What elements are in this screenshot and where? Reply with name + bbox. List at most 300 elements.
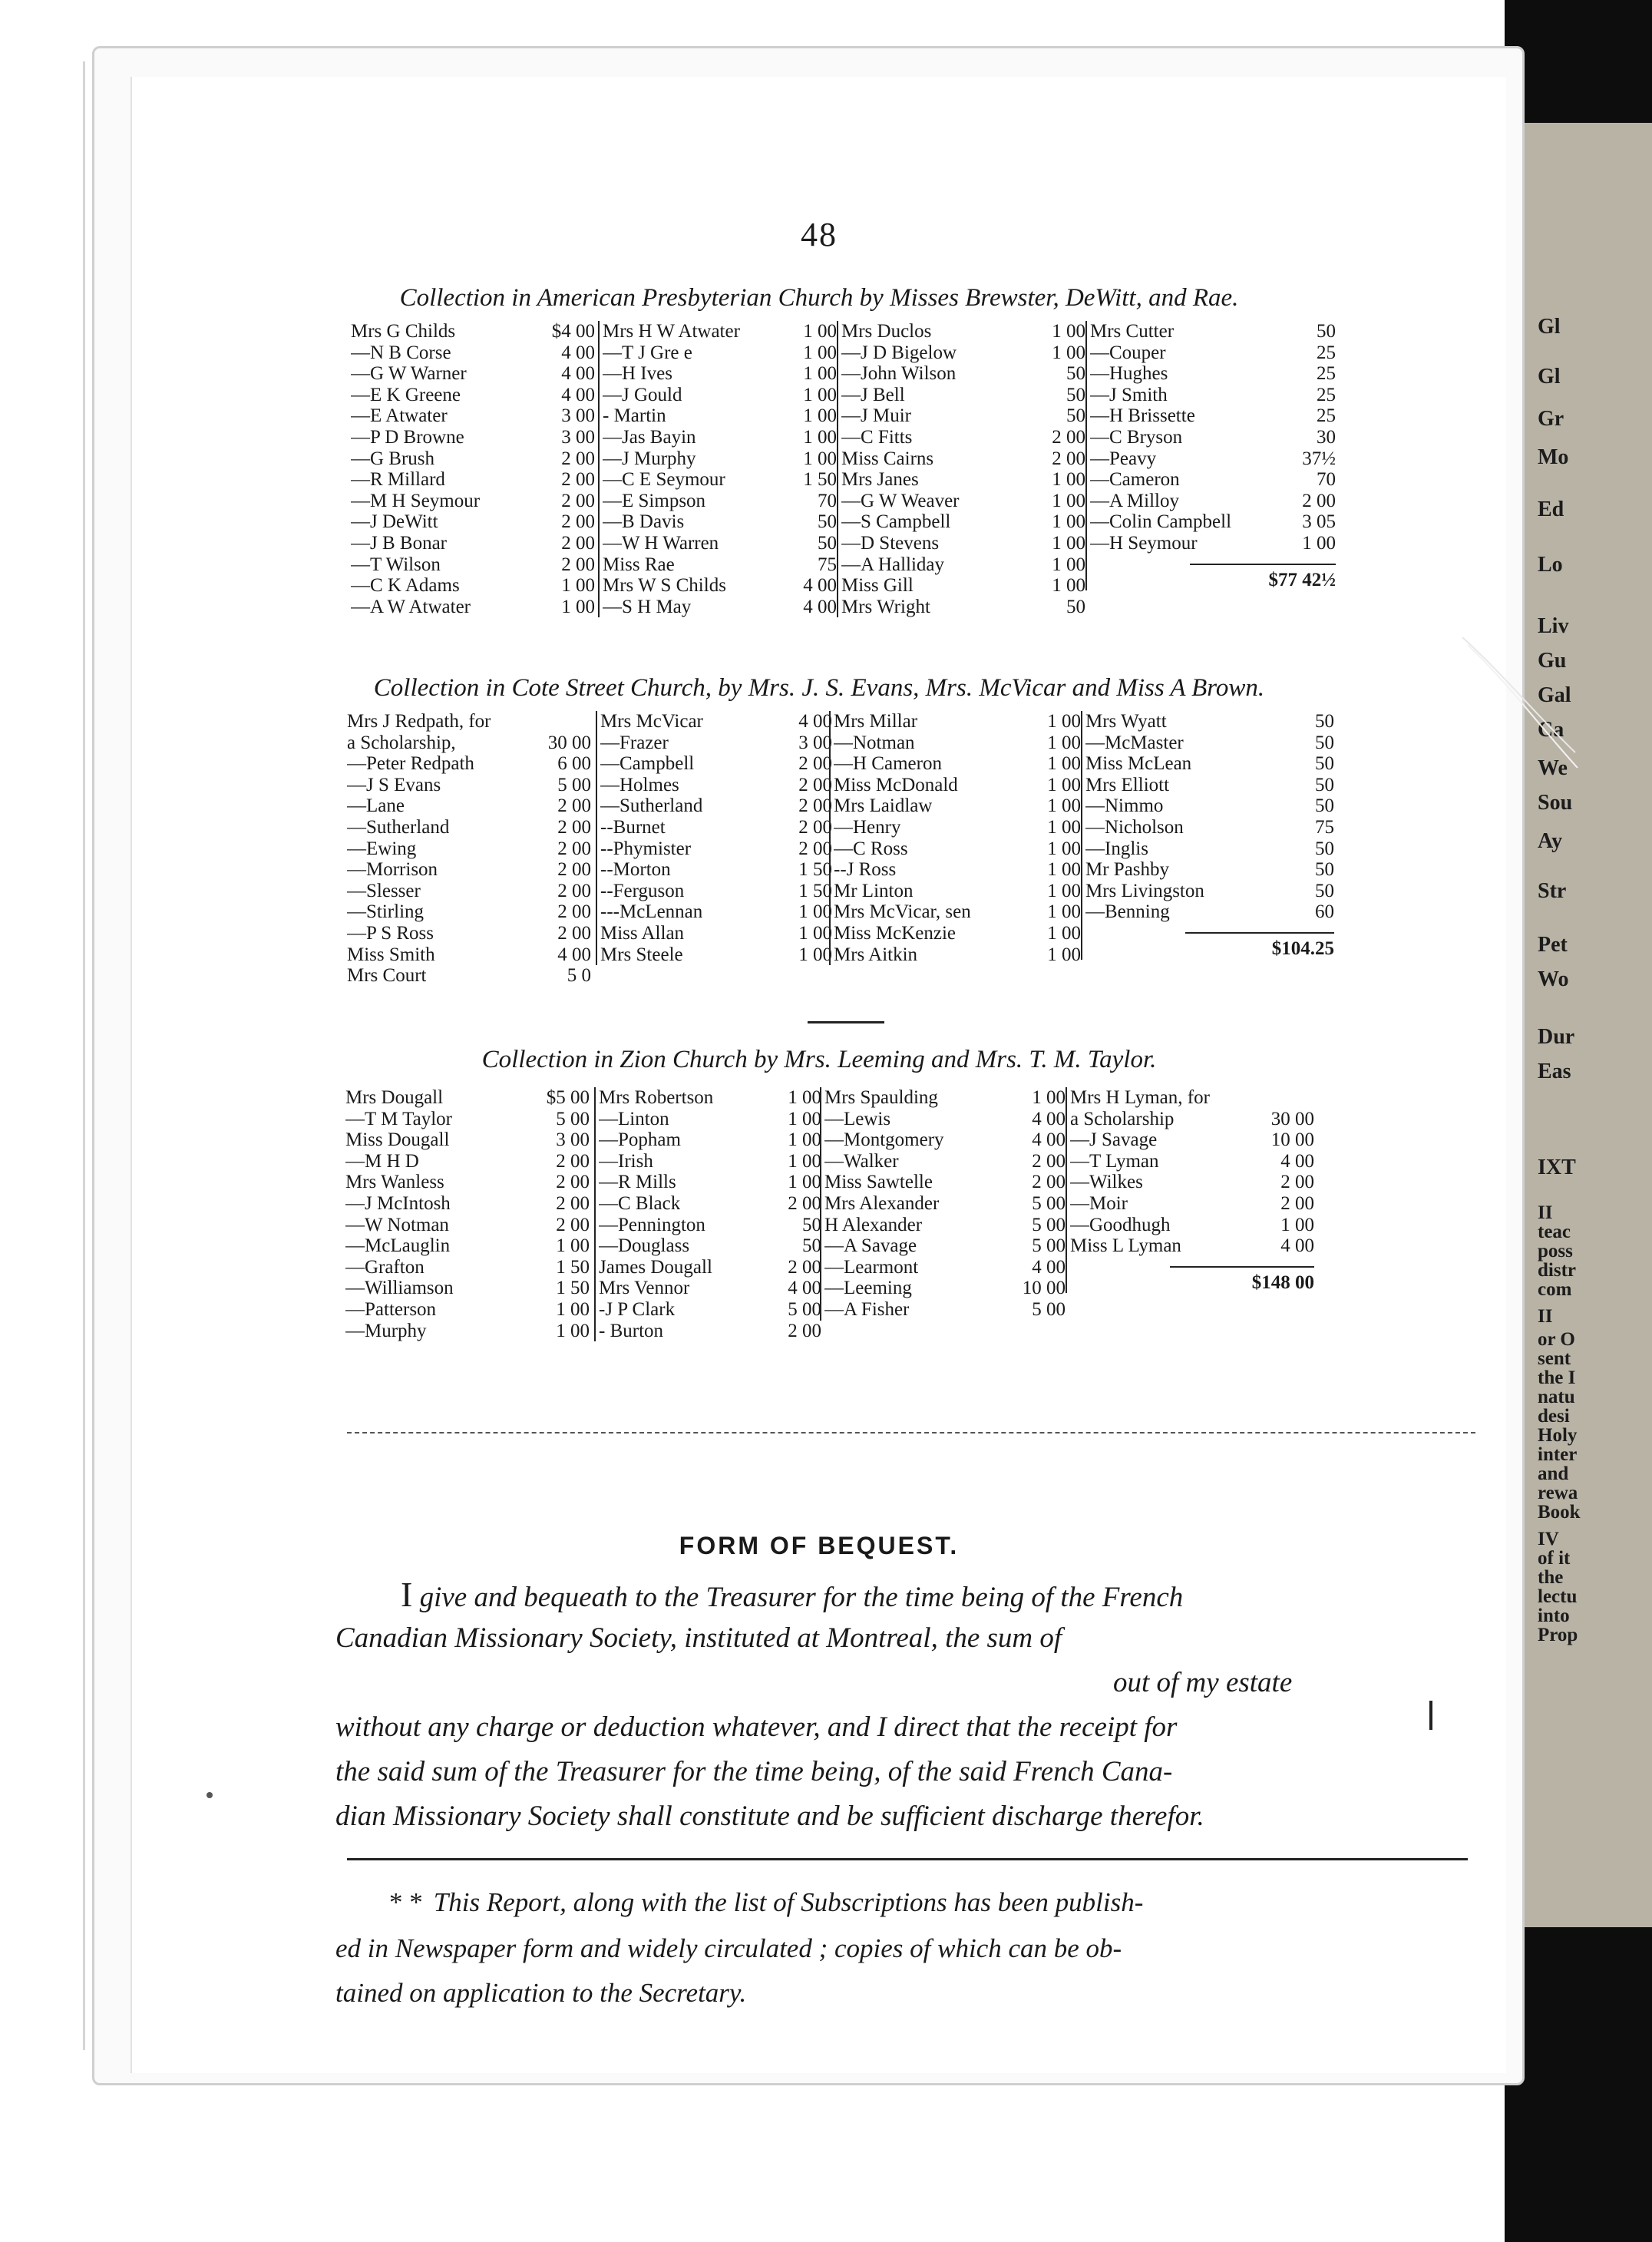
- donation-entry: [347, 775, 591, 796]
- donor-name: —Jas Bayin: [603, 426, 696, 448]
- donation-amount: 1 00: [1047, 901, 1081, 923]
- donation-entry: [834, 901, 1081, 923]
- donation-entry: [824, 1129, 1066, 1151]
- donor-name: --Phymister: [600, 838, 692, 859]
- donation-amount: 1 00: [798, 944, 832, 965]
- donor-name: —Nimmo: [1085, 795, 1164, 817]
- donation-amount: 2 00: [1280, 1172, 1314, 1193]
- donation-amount: 4 00: [1032, 1256, 1066, 1278]
- donation-entry: [1090, 427, 1336, 448]
- donation-entry: [834, 775, 1081, 796]
- donation-amount: 1 00: [803, 448, 837, 469]
- donor-name: —E Simpson: [603, 490, 706, 511]
- adjacent-page-text: Ed: [1538, 498, 1564, 521]
- donation-entry: [841, 363, 1085, 385]
- adjacent-page-text: II: [1538, 1306, 1553, 1327]
- donation-entry: [599, 1299, 821, 1321]
- donor-name: Miss Rae: [603, 554, 675, 575]
- donor-name: --Ferguson: [600, 880, 685, 901]
- donation-entry: [347, 901, 591, 923]
- donation-entry: [351, 469, 595, 491]
- donation-amount: 2 00: [556, 1192, 590, 1214]
- donor-name: —J S Evans: [347, 774, 441, 795]
- donation-amount: 1 00: [1052, 554, 1085, 575]
- donation-entry: [824, 1235, 1066, 1257]
- donation-amount: 50: [1066, 405, 1085, 427]
- donation-amount: 50: [818, 511, 837, 533]
- donation-amount: 50: [1315, 838, 1334, 859]
- donor-name: Mrs Wyatt: [1085, 711, 1167, 732]
- donation-entry: [1090, 448, 1336, 470]
- donation-amount: 50: [1315, 711, 1334, 732]
- donation-entry: [1090, 511, 1336, 533]
- donation-amount: 1 00: [1047, 838, 1081, 859]
- donation-entry: [1085, 838, 1334, 860]
- donor-name: —E K Greene: [351, 384, 461, 405]
- donation-entry: [351, 405, 595, 427]
- donation-amount: 2 00: [561, 448, 595, 469]
- donation-entry: [841, 342, 1085, 364]
- donor-name: —R Millard: [351, 469, 445, 491]
- donation-amount: 1 00: [788, 1150, 821, 1172]
- adjacent-page-text: We: [1538, 756, 1568, 780]
- adjacent-page-text: Gu: [1538, 649, 1567, 673]
- dashed-separator: [347, 1432, 1475, 1433]
- donation-entry: [841, 597, 1085, 618]
- donation-entry: [351, 385, 595, 406]
- donation-entry: [345, 1109, 590, 1130]
- donation-amount: 2 00: [1032, 1172, 1066, 1193]
- donation-entry: [824, 1278, 1066, 1299]
- donation-entry: [824, 1172, 1066, 1193]
- donation-amount: 1 50: [798, 859, 832, 881]
- donation-amount: 25: [1317, 384, 1336, 405]
- donation-entry: [600, 795, 832, 817]
- donation-entry: [841, 405, 1085, 427]
- donation-amount: 1 00: [798, 922, 832, 944]
- donation-entry: [603, 363, 837, 385]
- donor-name: —H Seymour: [1090, 532, 1198, 554]
- donation-entry: [600, 923, 832, 944]
- donation-entry: [603, 321, 837, 342]
- donor-name: —W Notman: [345, 1214, 449, 1235]
- donation-amount: 2 00: [1052, 426, 1085, 448]
- donation-amount: 50: [1066, 384, 1085, 405]
- donation-entry: [599, 1235, 821, 1257]
- donation-entry: [351, 363, 595, 385]
- donation-amount: 5 00: [1032, 1192, 1066, 1214]
- donation-entry: [345, 1087, 590, 1109]
- adjacent-page-text: Eas: [1538, 1060, 1571, 1083]
- donation-entry: [603, 342, 837, 364]
- donor-name: Mrs G Childs: [351, 321, 456, 342]
- donation-entry: [1070, 1109, 1314, 1130]
- adjacent-page-text: sent: [1538, 1348, 1571, 1369]
- donation-amount: 1 00: [556, 1298, 590, 1320]
- donation-amount: 1 00: [556, 1235, 590, 1257]
- donor-name: —Patterson: [345, 1298, 437, 1320]
- donation-amount: 3 00: [798, 732, 832, 753]
- donor-name: Mrs Robertson: [599, 1087, 714, 1108]
- donation-entry: [841, 321, 1085, 342]
- donation-amount: 10 00: [1270, 1129, 1314, 1151]
- donation-entry: [824, 1109, 1066, 1130]
- donation-entry: [345, 1151, 590, 1172]
- donor-name: —J B Bonar: [351, 532, 447, 554]
- donor-name: —M H Seymour: [351, 490, 481, 511]
- adjacent-page-text: Lo: [1538, 553, 1563, 577]
- donor-name: Mrs Cutter: [1090, 321, 1175, 342]
- donation-entry: [600, 838, 832, 860]
- adjacent-page-text: Gl: [1538, 365, 1561, 389]
- donation-entry: [824, 1257, 1066, 1278]
- donation-entry: [347, 795, 591, 817]
- donor-name: —B Davis: [603, 511, 685, 533]
- donation-amount: 30: [1317, 426, 1336, 448]
- donor-name: —G Brush: [351, 448, 435, 469]
- adjacent-page-text: or O: [1538, 1329, 1575, 1350]
- donor-name: --Burnet: [600, 816, 666, 838]
- donation-entry: [600, 944, 832, 966]
- donation-amount: 2 00: [556, 1172, 590, 1193]
- donation-entry: [599, 1151, 821, 1172]
- donor-name: —Leeming: [824, 1278, 912, 1299]
- donor-name: Mrs Court: [347, 965, 427, 987]
- donor-name: —G W Warner: [351, 363, 467, 385]
- donation-entry: [347, 881, 591, 902]
- donation-entry: [347, 711, 591, 732]
- donor-name: Miss McLean: [1085, 753, 1192, 775]
- footnote-line-3: tained on application to the Secretary.: [335, 1978, 747, 2008]
- donation-amount: 2 00: [1302, 490, 1336, 511]
- bequest-heading: FORM OF BEQUEST.: [679, 1532, 960, 1559]
- donation-amount: 4 00: [561, 363, 595, 385]
- donation-entry: [351, 533, 595, 554]
- donor-name: —N B Corse: [351, 342, 451, 363]
- donor-name: —Ewing: [347, 838, 417, 859]
- section-title-zion-church: Collection in Zion Church by Mrs. Leeming and Mrs. T. M. Taylor.: [481, 1046, 1157, 1073]
- bequest-drop-cap: I: [401, 1575, 413, 1614]
- adjacent-page-text: Mo: [1538, 445, 1569, 469]
- bequest-line-4: without any charge or deduction whatever, and I direct that the receipt for: [335, 1711, 1178, 1743]
- donor-name: Mrs H W Atwater: [603, 321, 740, 342]
- donation-entry: [1085, 795, 1334, 817]
- donor-name: —M H D: [345, 1150, 419, 1172]
- donor-name: —Campbell: [600, 753, 695, 775]
- donation-amount: 5 00: [557, 774, 591, 795]
- donation-entry: [600, 881, 832, 902]
- donor-name: Mrs H Lyman, for: [1070, 1087, 1210, 1108]
- donation-entry: [345, 1172, 590, 1193]
- donation-entry: [834, 859, 1081, 881]
- donor-name: —W H Warren: [603, 532, 719, 554]
- donation-entry: [1070, 1087, 1314, 1109]
- donation-amount: 4 00: [557, 944, 591, 965]
- donation-entry: [345, 1299, 590, 1321]
- donation-entry: [1085, 817, 1334, 838]
- donation-entry: [603, 385, 837, 406]
- adjacent-page-text: Liv: [1538, 614, 1569, 638]
- donation-entry: [834, 795, 1081, 817]
- donor-name: —Stirling: [347, 901, 425, 923]
- donation-amount: 30 00: [1270, 1108, 1314, 1129]
- donation-amount: 4 00: [803, 575, 837, 597]
- adjacent-page-text: lectu: [1538, 1586, 1578, 1607]
- total-rule: [1185, 932, 1334, 938]
- donation-amount: 1 00: [788, 1172, 821, 1193]
- donor-name: —Henry: [834, 816, 901, 838]
- donor-name: —Walker: [824, 1150, 899, 1172]
- donor-name: —P D Browne: [351, 426, 464, 448]
- donation-entry: [1070, 1151, 1314, 1172]
- donation-amount: 1 00: [1047, 774, 1081, 795]
- donation-amount: 1 00: [788, 1108, 821, 1129]
- donor-name: Mrs McVicar, sen: [834, 901, 971, 923]
- donation-amount: 50: [1066, 363, 1085, 385]
- donation-entry: [603, 554, 837, 576]
- donation-amount: 50: [1315, 880, 1334, 901]
- donor-name: Miss McDonald: [834, 774, 958, 795]
- donor-name: —Sutherland: [600, 795, 703, 817]
- footnote-line-1: * * This Report, along with the list of Subscriptions has been publish-: [389, 1887, 1144, 1917]
- donation-amount: 50: [1066, 596, 1085, 617]
- donation-entry: [599, 1172, 821, 1193]
- donation-amount: 4 00: [803, 596, 837, 617]
- donation-amount: 1 00: [1052, 575, 1085, 597]
- donation-amount: [1264, 1087, 1314, 1109]
- donation-amount: 2 00: [788, 1192, 821, 1214]
- donor-name: —Slesser: [347, 880, 421, 901]
- adjacent-page-text: Ca: [1538, 718, 1564, 742]
- donation-amount: 2 00: [561, 511, 595, 533]
- donation-amount: 4 00: [1032, 1129, 1066, 1151]
- adjacent-page-text: poss: [1538, 1241, 1573, 1262]
- donation-entry: [351, 427, 595, 448]
- adjacent-page-text: Gal: [1538, 683, 1571, 707]
- donor-name: —C E Seymour: [603, 469, 725, 491]
- adjacent-page-text: Holy: [1538, 1425, 1578, 1446]
- donation-amount: 5 00: [556, 1108, 590, 1129]
- donation-entry: [834, 881, 1081, 902]
- donor-name: Miss Smith: [347, 944, 435, 965]
- donation-amount: 4 00: [1280, 1235, 1314, 1257]
- donation-entry: [599, 1087, 821, 1109]
- donor-column: [351, 321, 595, 617]
- donation-amount: 4 00: [561, 384, 595, 405]
- donation-entry: [351, 511, 595, 533]
- donor-column: [345, 1087, 590, 1341]
- adjacent-page-text: and: [1538, 1463, 1569, 1484]
- donor-column: [829, 711, 1081, 965]
- footnote-asterisks: * *: [389, 1887, 423, 1917]
- donation-amount: 1 00: [1052, 511, 1085, 533]
- donation-amount: 1 00: [556, 1320, 590, 1341]
- donor-name: —A W Atwater: [351, 596, 471, 617]
- donor-name: -J P Clark: [599, 1298, 676, 1320]
- donation-entry: [351, 448, 595, 470]
- adjacent-page-text: desi: [1538, 1406, 1570, 1427]
- donation-entry: [824, 1151, 1066, 1172]
- donation-amount: 30 00: [547, 732, 591, 753]
- donor-name: —Williamson: [345, 1278, 454, 1299]
- donation-amount: 1 50: [803, 469, 837, 491]
- donor-name: —Hughes: [1090, 363, 1168, 385]
- adjacent-page-text: the I: [1538, 1367, 1576, 1388]
- donation-entry: [347, 817, 591, 838]
- donation-entry: [603, 575, 837, 597]
- donation-amount: 1 00: [1032, 1087, 1066, 1108]
- donor-name: Mrs Steele: [600, 944, 683, 965]
- adjacent-page-text: II: [1538, 1202, 1553, 1223]
- donation-entry: [841, 448, 1085, 470]
- donor-name: —Cameron: [1090, 469, 1180, 491]
- donation-amount: $4 00: [551, 321, 595, 342]
- donor-name: H Alexander: [824, 1214, 923, 1235]
- donation-entry: [824, 1087, 1066, 1109]
- donation-entry: [824, 1299, 1066, 1321]
- donation-entry: [600, 775, 832, 796]
- donation-amount: 4 00: [798, 711, 832, 732]
- donor-name: —C Bryson: [1090, 426, 1183, 448]
- donor-name: —Popham: [599, 1129, 681, 1151]
- donation-entry: [599, 1257, 821, 1278]
- donation-amount: 1 50: [556, 1278, 590, 1299]
- donation-entry: [345, 1129, 590, 1151]
- donation-amount: 4 00: [1032, 1108, 1066, 1129]
- donation-amount: 1 00: [1047, 880, 1081, 901]
- donation-amount: 1 00: [1047, 732, 1081, 753]
- donation-amount: 1 00: [788, 1087, 821, 1108]
- donor-name: —H Ives: [603, 363, 672, 385]
- donation-amount: 2 00: [561, 490, 595, 511]
- donor-name: —A Savage: [824, 1235, 917, 1257]
- donation-amount: 4 00: [1280, 1150, 1314, 1172]
- donation-amount: 6 00: [557, 753, 591, 775]
- donation-entry: [1070, 1215, 1314, 1236]
- donor-name: —S Campbell: [841, 511, 951, 533]
- donation-entry: [351, 342, 595, 364]
- donor-name: Mrs Wright: [841, 596, 930, 617]
- donation-entry: [1070, 1235, 1314, 1257]
- bequest-rule: [347, 1858, 1468, 1860]
- donation-entry: [600, 901, 832, 923]
- donor-name: Mrs Elliott: [1085, 774, 1170, 795]
- donor-name: Mrs Wanless: [345, 1172, 444, 1193]
- donation-amount: 2 00: [561, 469, 595, 491]
- donation-amount: 2 00: [557, 880, 591, 901]
- donor-column: [594, 1087, 821, 1341]
- adjacent-page-text: Prop: [1538, 1625, 1578, 1645]
- adjacent-page-text: inter: [1538, 1444, 1578, 1465]
- donor-column: [1081, 711, 1334, 960]
- donor-name: —S H May: [603, 596, 692, 617]
- donor-name: Mrs J Redpath, for: [347, 711, 491, 732]
- donation-entry: [841, 385, 1085, 406]
- donation-entry: [841, 491, 1085, 512]
- donation-entry: [1085, 753, 1334, 775]
- donation-amount: 2 00: [1052, 448, 1085, 469]
- donation-entry: [1090, 363, 1336, 385]
- donation-amount: 25: [1317, 342, 1336, 363]
- donor-name: —Notman: [834, 732, 915, 753]
- donor-name: —H Brissette: [1090, 405, 1195, 427]
- donation-entry: [603, 533, 837, 554]
- donor-column: [596, 711, 832, 965]
- donor-name: —Goodhugh: [1070, 1214, 1171, 1235]
- donation-amount: 2 00: [556, 1214, 590, 1235]
- donation-entry: [841, 511, 1085, 533]
- donation-amount: [540, 711, 591, 732]
- donation-amount: 3 05: [1302, 511, 1336, 533]
- donation-amount: 1 00: [803, 342, 837, 363]
- donation-entry: [841, 575, 1085, 597]
- donation-amount: 2 00: [557, 816, 591, 838]
- donation-entry: [351, 575, 595, 597]
- donation-entry: [834, 732, 1081, 754]
- donation-entry: [841, 469, 1085, 491]
- donor-name: —A Fisher: [824, 1298, 910, 1320]
- donor-name: Mrs McVicar: [600, 711, 703, 732]
- donation-entry: [603, 511, 837, 533]
- donation-entry: [1085, 881, 1334, 902]
- donor-name: Miss Allan: [600, 922, 685, 944]
- donor-name: a Scholarship,: [347, 732, 456, 753]
- donation-amount: 2 00: [561, 532, 595, 554]
- donation-entry: [1090, 491, 1336, 512]
- donation-amount: 25: [1317, 363, 1336, 385]
- donor-name: —Sutherland: [347, 816, 450, 838]
- donation-amount: 1 00: [561, 596, 595, 617]
- donor-name: —Learmont: [824, 1256, 919, 1278]
- collection-total: $148 00: [1251, 1271, 1314, 1293]
- donor-name: Mrs Millar: [834, 711, 918, 732]
- donation-amount: 2 00: [561, 554, 595, 575]
- donation-amount: 1 00: [1047, 753, 1081, 775]
- donation-entry: [824, 1193, 1066, 1215]
- donor-name: Mrs Janes: [841, 469, 919, 491]
- donation-amount: 50: [818, 532, 837, 554]
- donation-amount: 4 00: [788, 1278, 821, 1299]
- donor-name: —H Cameron: [834, 753, 942, 775]
- donation-entry: [345, 1257, 590, 1278]
- donor-name: —T Wilson: [351, 554, 441, 575]
- donor-name: Miss Gill: [841, 575, 914, 597]
- donor-name: —Lane: [347, 795, 405, 817]
- donation-amount: 2 00: [798, 753, 832, 775]
- donation-entry: [841, 533, 1085, 554]
- adjacent-page-text: Str: [1538, 879, 1567, 903]
- donation-amount: $5 00: [546, 1087, 590, 1108]
- donation-entry: [351, 321, 595, 342]
- donation-entry: [1070, 1172, 1314, 1193]
- donation-amount: 1 00: [803, 405, 837, 427]
- donor-name: Miss Sawtelle: [824, 1172, 933, 1193]
- donation-entry: [834, 923, 1081, 944]
- donation-entry: [600, 817, 832, 838]
- donor-name: —Peter Redpath: [347, 753, 474, 775]
- donation-amount: 2 00: [798, 774, 832, 795]
- donation-amount: 75: [1315, 816, 1334, 838]
- donor-name: Miss McKenzie: [834, 922, 956, 944]
- donor-name: —P S Ross: [347, 922, 434, 944]
- adjacent-page-text: of it: [1538, 1548, 1571, 1569]
- donation-entry: [603, 448, 837, 470]
- adjacent-page-text: Dur: [1538, 1025, 1575, 1049]
- donation-entry: [1070, 1193, 1314, 1215]
- donor-column: [598, 321, 837, 617]
- donation-amount: 1 00: [1302, 532, 1336, 554]
- donation-amount: 2 00: [557, 901, 591, 923]
